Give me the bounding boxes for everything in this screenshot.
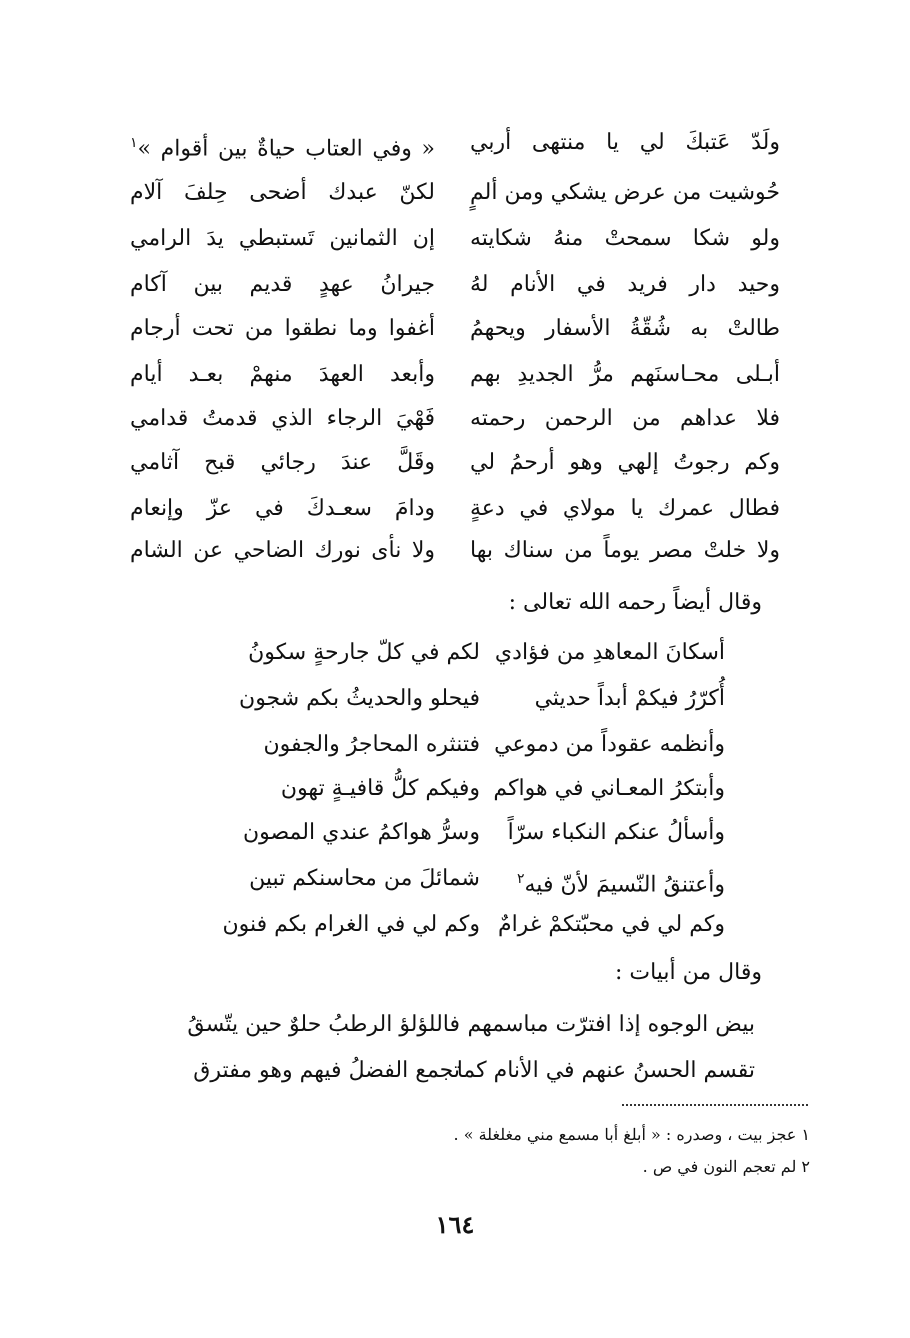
footnote-1: ١ عجز بيت ، وصدره : « أبلغ أبا مسمع مني مغلغلة » .	[453, 1125, 810, 1144]
verse-7-second-hemistich: فَهْيَ الرجاء الذي قدمتُ قدامي	[130, 406, 435, 431]
verse-8-first-hemistich: وكم رجوتُ إلهي وهو أرحمُ لي	[470, 450, 780, 475]
verse-2-second-hemistich: فيحلو والحديثُ بكم شجون	[239, 686, 480, 711]
footnote-2: ٢ لم تعجم النون في ص .	[642, 1157, 810, 1176]
section-heading-1: وقال أيضاً رحمه الله تعالى :	[508, 590, 762, 615]
verse-2-first-hemistich: حُوشيت من عرض يشكي ومن ألمٍ	[470, 180, 780, 205]
footnote-divider	[622, 1104, 808, 1106]
verse-1-first-hemistich: بيض الوجوه إذا افترّت مباسمهم	[467, 1012, 755, 1037]
verse-5-first-hemistich: طالتْ به شُقّةُ الأسفار ويحهمُ	[470, 316, 780, 341]
verse-3-first-hemistich: ولو شكا سمحتْ منهُ شكايته	[470, 226, 780, 251]
verse-1-first-hemistich: ولَدّ عَتبكَ لي يا منتهى أربي	[470, 130, 780, 155]
verse-8-second-hemistich: وقَلَّ عندَ رجائي قبح آثامي	[130, 450, 435, 475]
page-number: ١٦٤	[435, 1210, 475, 1239]
verse-5-second-hemistich: أغفوا وما نطقوا من تحت أرجام	[130, 316, 435, 341]
verse-9-first-hemistich: فطال عمرك يا مولاي في دعةٍ	[470, 496, 780, 521]
footnote-marker: ٢	[516, 871, 525, 887]
verse-4-second-hemistich: جيرانُ عهدٍ قديم بين آكام	[130, 272, 435, 297]
verse-7-first-hemistich: وكم لي في محبّتكمْ غرامٌ	[497, 912, 725, 937]
verse-6-first-hemistich: وأعتنقُ النّسيمَ لأنّ فيه$^٢$	[516, 871, 725, 898]
verse-2-first-hemistich: أُكرّرُ فيكمْ أبداً حديثي	[534, 686, 725, 711]
verse-4-first-hemistich: وأبتكرُ المعـاني في هواكم	[493, 776, 725, 801]
verse-6-second-hemistich: وأبعد العهدَ منهمْ بعـد أيام	[130, 362, 435, 387]
verse-4-second-hemistich: وفيكم كلُّ قافيـةٍ تهون	[280, 776, 480, 801]
verse-7-second-hemistich: وكم لي في الغرام بكم فنون	[222, 912, 480, 937]
verse-6-second-hemistich: شمائلَ من محاسنكم تبين	[249, 866, 480, 891]
verse-10-first-hemistich: ولا خلتْ مصر يوماً من سناك بها	[470, 538, 780, 563]
verse-3-second-hemistich: فتنثره المحاجرُ والجفون	[263, 732, 480, 757]
verse-3-second-hemistich: إن الثمانين تَستبطي يدَ الرامي	[130, 226, 435, 251]
verse-1-second-hemistich: لكم في كلّ جارحةٍ سكونُ	[248, 640, 480, 665]
verse-2-first-hemistich: تقسم الحسنُ عنهم في الأنام كما	[456, 1058, 755, 1083]
verse-2-second-hemistich: لكنّ عبدك أضحى حِلفَ آلام	[130, 180, 435, 205]
verse-2-second-hemistich: تجمع الفضلُ فيهم وهو مفترق	[193, 1058, 460, 1083]
verse-7-first-hemistich: فلا عداهم من الرحمن رحمته	[470, 406, 780, 431]
verse-1-second-hemistich: فاللؤلؤ الرطبُ حلوٌ حين يتّسقُ	[187, 1012, 460, 1037]
verse-1-second-hemistich: « وفي العتاب حياةٌ بين أقوام »$^١$	[130, 135, 435, 162]
footnote-marker: ١	[130, 135, 138, 151]
verse-5-second-hemistich: وسرُّ هواكمُ عندي المصون	[242, 820, 480, 845]
section-heading-2: وقال من أبيات :	[614, 960, 762, 985]
verse-10-second-hemistich: ولا نأى نورك الضاحي عن الشام	[130, 538, 435, 563]
verse-9-second-hemistich: ودامَ سعـدكَ في عزّ وإنعام	[130, 496, 435, 521]
verse-6-first-hemistich: أبـلى محـاسنَهم مرُّ الجديدِ بهم	[470, 362, 780, 387]
verse-3-first-hemistich: وأنظمه عقوداً من دموعي	[494, 732, 725, 757]
verse-4-first-hemistich: وحيد دار فريد في الأنام لهُ	[470, 272, 780, 297]
verse-5-first-hemistich: وأسألُ عنكم النكباء سرّاً	[507, 820, 725, 845]
verse-1-first-hemistich: أسكانَ المعاهدِ من فؤادي	[494, 640, 725, 665]
